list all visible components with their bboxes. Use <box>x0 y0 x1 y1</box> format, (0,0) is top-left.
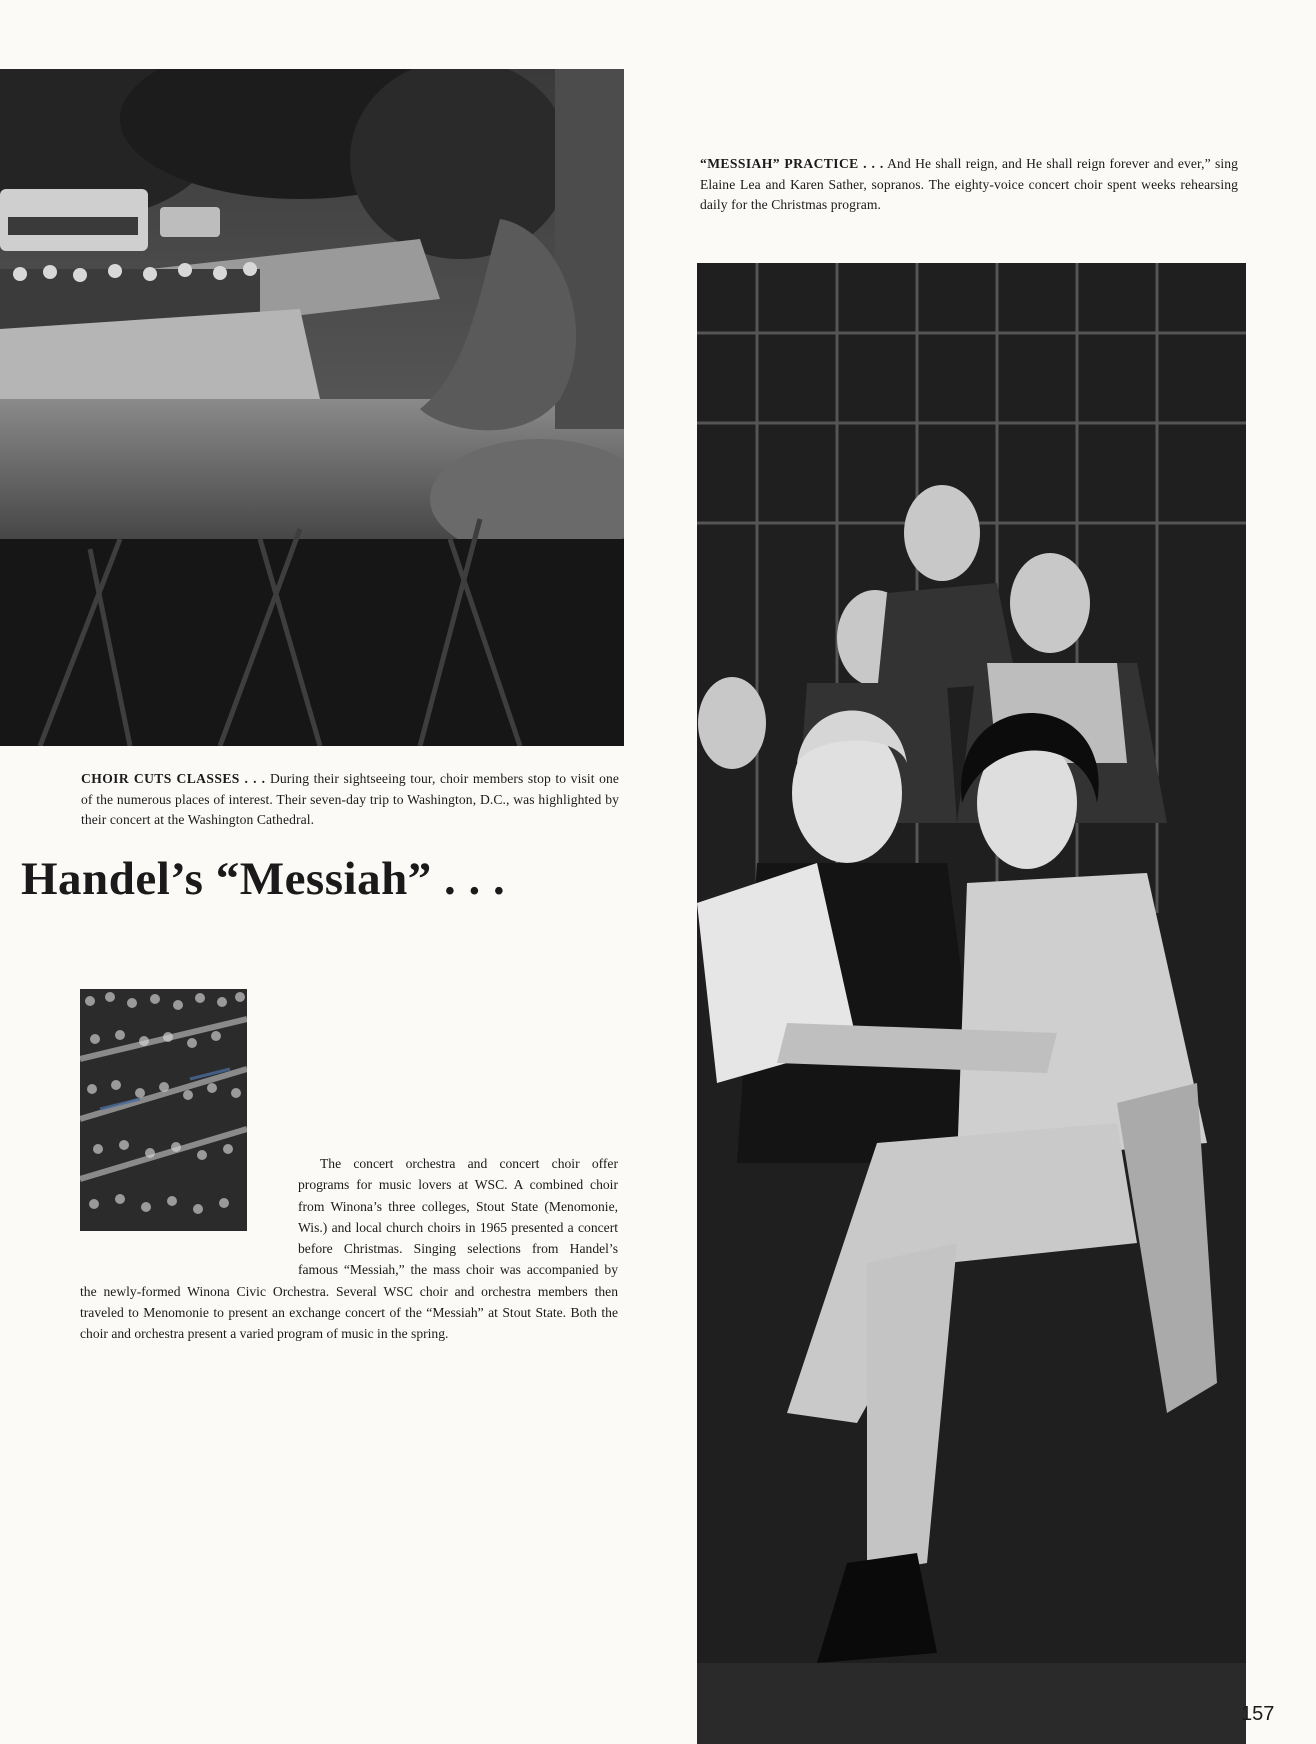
sightseeing-tour-photo <box>0 69 624 746</box>
messiah-practice-caption <box>700 154 1238 216</box>
messiah-practice-caption-lead: “MESSIAH” PRACTICE . . . <box>700 156 884 171</box>
sightseeing-tour-image <box>0 69 624 746</box>
page-number: 157 <box>1241 1703 1275 1725</box>
page-headline: Handel’s “Messiah” . . . <box>21 853 506 905</box>
messiah-practice-photo <box>697 263 1246 1744</box>
choir-rehearsal-image <box>697 263 1246 1744</box>
choir-cuts-classes-caption <box>81 769 619 831</box>
choir-cuts-classes-caption-text: During their sightseeing tour, choir members stop to visit one of the numerous places of interest. Their seven-day trip to Washington, D.C., was highlighted by their concert at the Washington Cathedral. <box>81 771 619 828</box>
photo-wrap-spacer <box>80 1153 298 1260</box>
messiah-practice-caption-text: And He shall reign, and He shall reign forever and ever,” sing Elaine Lea and Karen Sather, sopranos. The eighty-voice concert choir spent weeks rehearsing daily for the Christmas program. <box>700 156 1238 213</box>
choir-cuts-classes-caption-lead: CHOIR CUTS CLASSES . . . <box>81 771 266 786</box>
body-paragraph <box>80 1153 618 1345</box>
body-paragraph-text: The concert orchestra and concert choir offer programs for music lovers at WSC. A combined choir from Winona’s three colleges, Stout State (Menomonie, Wis.) and local church choirs in 1965 presented a concert before Christmas. Singing selections from Handel’s famous “Messiah,” the mass choir was accompanied by the newly-formed Winona Civic Orchestra. Several WSC choir and orchestra members then traveled to Menomonie to present an exchange concert of the “Messiah” at Stout State. Both the choir and orchestra present a varied program of music in the spring. <box>80 1156 618 1342</box>
